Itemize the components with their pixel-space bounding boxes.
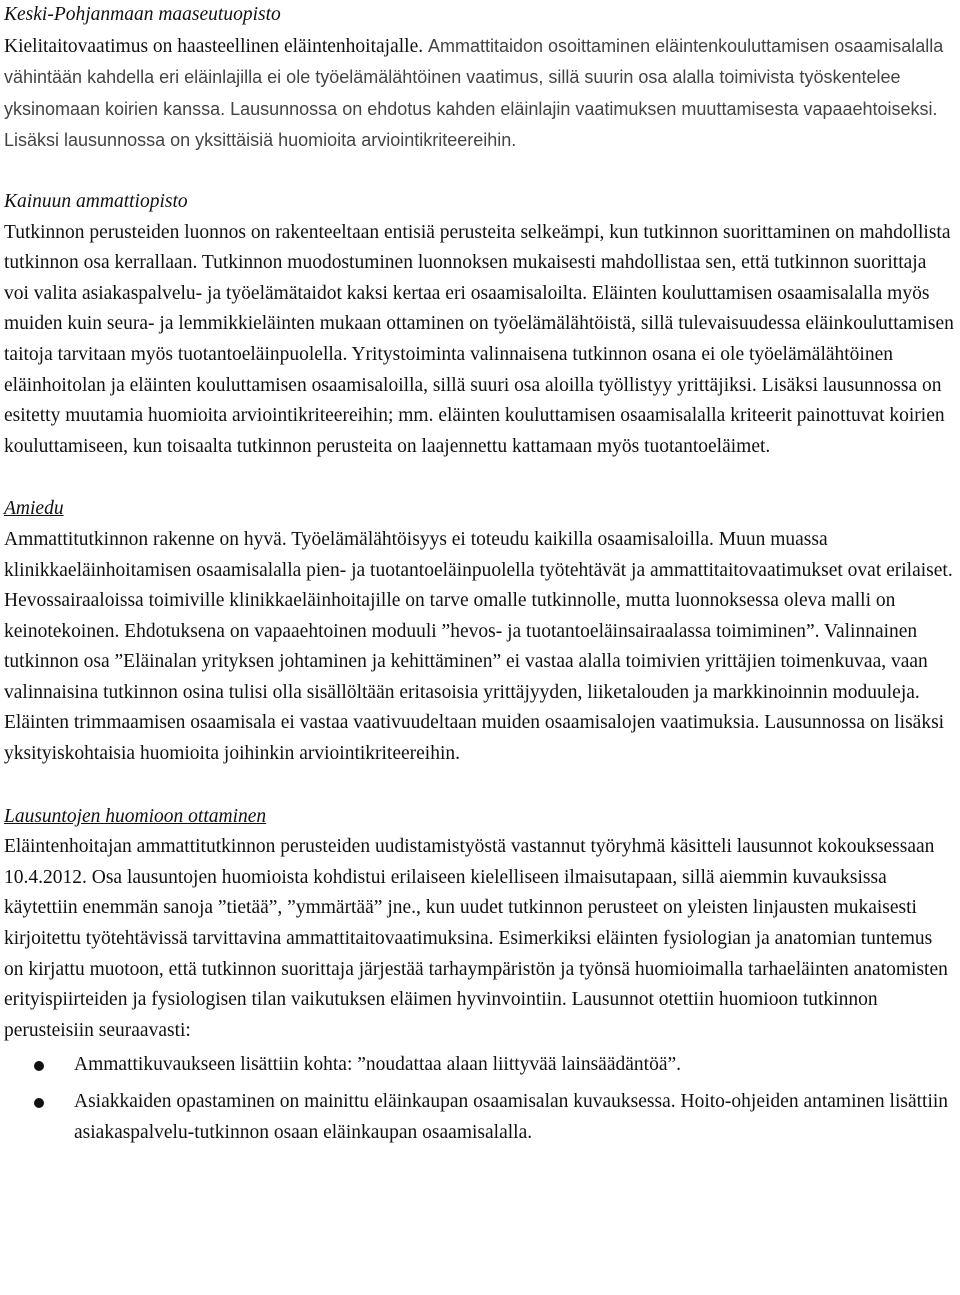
section-heading: Kainuun ammattiopisto	[4, 190, 188, 212]
bullet-dot-icon	[34, 1061, 44, 1071]
bullet-list	[4, 1050, 956, 1148]
section-body	[4, 31, 956, 157]
body-sans-text: Ammattitaidon osoittaminen eläintenkouluttamisen osaamisalalla vähintään kahdella eri eläinlajilla ei ole työelämälähtöinen vaatimus, sillä suurin osa alalla toimivista työskentelee yksinomaan koirien kanssa. Lausunnossa on ehdotus kahden eläinlajin vaatimuksen muuttamisesta vapaaehtoiseksi. Lisäksi lausunnossa on yksittäisiä huomioita arviointikriteereihin.	[4, 35, 944, 151]
bullet-item	[4, 1087, 956, 1148]
section-gap	[4, 462, 956, 494]
body-serif-text: Kielitaitovaatimus on haasteellinen eläintenhoitajalle.	[4, 35, 428, 57]
bullet-item	[4, 1050, 956, 1081]
section-amiedu	[4, 494, 956, 769]
section-gap	[4, 157, 956, 187]
section-gap	[4, 770, 956, 802]
section-keski-pohjanmaa	[4, 0, 956, 157]
section-heading: Keski-Pohjanmaan maaseutuopisto	[4, 4, 281, 25]
bullet-text: Ammattikuvaukseen lisättiin kohta: ”noudattaa alaan liittyvää lainsäädäntöä”.	[74, 1054, 682, 1076]
section-kainuu	[4, 187, 956, 462]
section-body: Eläintenhoitajan ammattitutkinnon perusteiden uudistamistyöstä vastannut työryhmä käsitteli lausunnot kokouksessaan 10.4.2012. Osa lausuntojen huomioista kohdistui erilaiseen kielelliseen ilmaisutapaan, sillä aiemmin kuvauksissa käytettiin enemmän sanoja ”tietää”, ”ymmärtää” jne., kun uudet tutkinnon perusteet on yleisten linjausten mukaisesti kirjoitettu työtehtävissä tarvittavina ammattitaitovaatimuksina. Esimerkiksi eläinten fysiologian ja anatomian tuntemus on kirjattu muotoon, että tutkinnon suorittaja järjestää tarhaympäristön ja työnsä huomioimalla tarhaeläinten anatomisten erityispiirteiden ja fysiologisen tilan vaikutuksen eläimen hyvinvointiin. Lausunnot otettiin huomioon tutkinnon perusteisiin seuraavasti:	[4, 836, 948, 1041]
section-heading: Lausuntojen huomioon ottaminen	[4, 805, 267, 827]
section-body: Tutkinnon perusteiden luonnos on rakenteeltaan entisiä perusteita selkeämpi, kun tutkinnon suorittaminen on mahdollista tutkinnon osa kerrallaan. Tutkinnon muodostuminen luonnoksen mukaisesti mahdollistaa sen, että tutkinnon suorittaja voi valita asiakaspalvelu- ja työelämätaidot kaksi kertaa eri osaamisaloilta. Eläinten kouluttamisen osaamisalalla myös muiden kuin seura- ja lemmikkieläinten mukaan ottaminen on työelämälähtöistä, sillä tulevaisuudessa eläinkouluttamisen taitoja tarvitaan myös tuotantoeläinpuolella. Yritystoiminta valinnaisena tutkinnon osana ei ole työelämälähtöinen eläinhoitolan ja eläinten kouluttamisen osaamisaloilla, sillä suuri osa aloilla työllistyy yrittäjiksi. Lisäksi lausunnossa on esitetty muutamia huomioita arviointikriteereihin; mm. eläinten kouluttamisen osaamisalalla kriteerit painottuvat koirien kouluttamiseen, kun toisaalta tutkinnon perusteita on laajennettu kattamaan myös tuotantoeläimet.	[4, 221, 954, 457]
bullet-dot-icon	[34, 1098, 44, 1108]
bullet-text: Asiakkaiden opastaminen on mainittu eläinkaupan osaamisalan kuvauksessa. Hoito-ohjeiden antaminen lisättiin asiakaspalvelu-tutkinnon osaan eläinkaupan osaamisalalla.	[74, 1091, 949, 1143]
section-lausuntojen-huomioon-ottaminen	[4, 802, 956, 1149]
section-body: Ammattitutkinnon rakenne on hyvä. Työelämälähtöisyys ei toteudu kaikilla osaamisaloilla. Muun muassa klinikkaeläinhoitamisen osaamisalalla pien- ja tuotantoeläinpuolella työtehtävät ja ammattitaitovaatimukset ovat erilaiset. Hevossairaaloissa toimiville klinikkaeläinhoitajille on tarve omalle tutkinnolle, mutta luonnoksessa oleva malli on keinotekoinen. Ehdotuksena on vapaaehtoinen moduuli ”hevos- ja tuotantoeläinsairaalassa toimiminen”. Valinnainen tutkinnon osa ”Eläinalan yrityksen johtaminen ja kehittäminen” ei vastaa alalla toimivien yrittäjien toimenkuvaa, vaan valinnaisina tutkinnon osina tulisi olla sisällöltään eritasoisia yrittäjyyden, liiketalouden ja markkinoinnin moduuleja. Eläinten trimmaamisen osaamisala ei vastaa vaativuudeltaan muiden osaamisalojen vaatimuksia. Lausunnossa on lisäksi yksityiskohtaisia huomioita joihinkin arviointikriteereihin.	[4, 528, 953, 765]
section-heading: Amiedu	[4, 498, 64, 520]
